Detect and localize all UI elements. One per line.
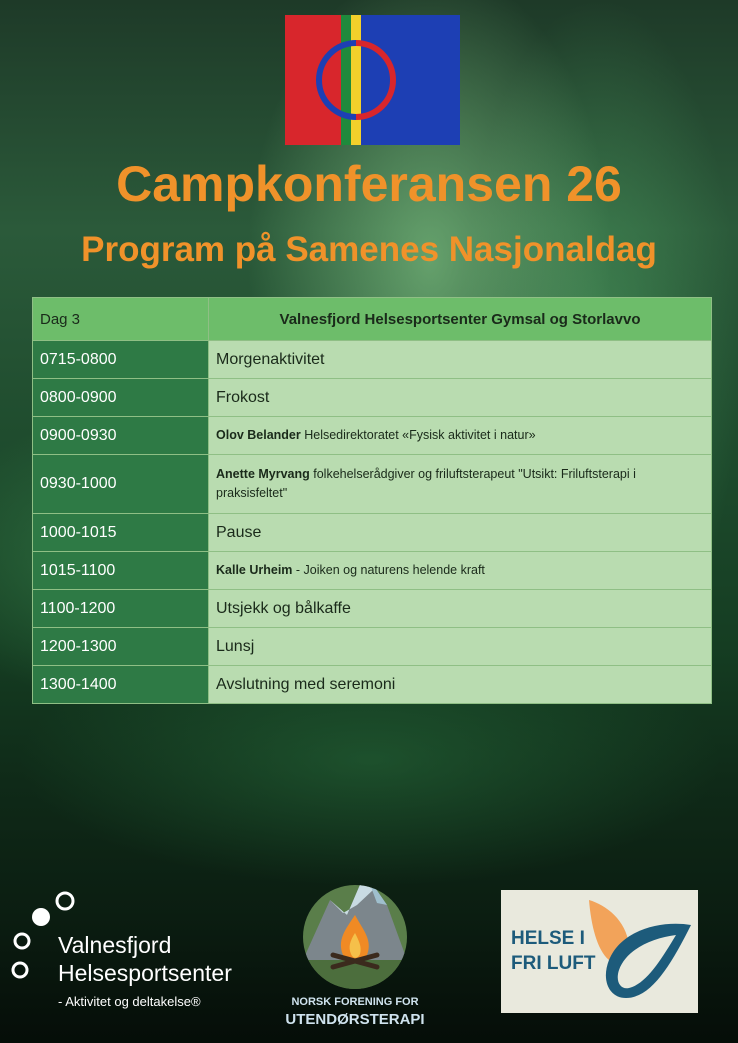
activity-cell: Frokost: [209, 379, 712, 417]
mountain-campfire-icon: [285, 865, 425, 990]
sami-flag-graphic: [285, 15, 460, 145]
valnesfjord-logo: [10, 888, 290, 1018]
valnesfjord-line2: Helsesportsenter: [58, 959, 232, 986]
valnesfjord-tagline: - Aktivitet og deltakelse®: [58, 994, 201, 1009]
time-cell: 0900-0930: [33, 417, 209, 455]
activity-cell: Pause: [209, 514, 712, 552]
hifl-line2: FRI LUFT: [511, 952, 596, 974]
activity-detail: - Joiken og naturens helende kraft: [292, 562, 485, 577]
table-row: [33, 628, 712, 666]
time-cell: 1100-1200: [33, 590, 209, 628]
activity-detail: folkehelserådgiver og friluftsterapeut "Utsikt: Friluftsterapi i praksisfeltet": [216, 466, 636, 500]
table-row: [33, 666, 712, 704]
page-subtitle: Program på Samenes Nasjonaldag: [81, 230, 657, 269]
time-cell: 1200-1300: [33, 628, 209, 666]
activity-detail: Helsedirektoratet «Fysisk aktivitet i natur»: [300, 427, 536, 442]
day-label: Dag 3: [33, 298, 209, 341]
table-row: [33, 455, 712, 514]
hifl-line1: HELSE I: [511, 928, 585, 949]
table-row: [33, 341, 712, 379]
hifl-text: [511, 927, 595, 976]
nfu-logo: [285, 865, 425, 1040]
valnesfjord-line1: Valnesfjord: [58, 932, 172, 958]
valnesfjord-name: [58, 932, 232, 987]
activity-cell: [209, 417, 712, 455]
speaker-name: Kalle Urheim: [216, 562, 293, 577]
speaker-name: Anette Myrvang: [216, 466, 310, 481]
activity-cell: Lunsj: [209, 628, 712, 666]
activity-cell: Avslutning med seremoni: [209, 666, 712, 704]
time-cell: 0800-0900: [33, 379, 209, 417]
table-row: [33, 552, 712, 590]
helse-i-fri-luft-logo: [501, 890, 698, 1013]
page-title: Campkonferansen 26: [116, 156, 622, 212]
speaker-name: Olov Belander: [216, 427, 301, 442]
activity-cell: [209, 455, 712, 514]
time-cell: 1000-1015: [33, 514, 209, 552]
time-cell: 1015-1100: [33, 552, 209, 590]
nfu-line1: NORSK FORENING FOR: [291, 996, 419, 1008]
program-table: [32, 297, 712, 704]
table-row: [33, 417, 712, 455]
time-cell: 0930-1000: [33, 455, 209, 514]
activity-cell: Morgenaktivitet: [209, 341, 712, 379]
activity-cell: Utsjekk og bålkaffe: [209, 590, 712, 628]
venue-label: Valnesfjord Helsesportsenter Gymsal og Storlavvo: [209, 298, 712, 341]
activity-cell: [209, 552, 712, 590]
program-header-row: [33, 298, 712, 341]
table-row: [33, 514, 712, 552]
time-cell: 0715-0800: [33, 341, 209, 379]
nfu-line2: UTENDØRSTERAPI: [285, 1011, 425, 1028]
sami-flag: [285, 15, 460, 145]
table-row: [33, 590, 712, 628]
table-row: [33, 379, 712, 417]
time-cell: 1300-1400: [33, 666, 209, 704]
